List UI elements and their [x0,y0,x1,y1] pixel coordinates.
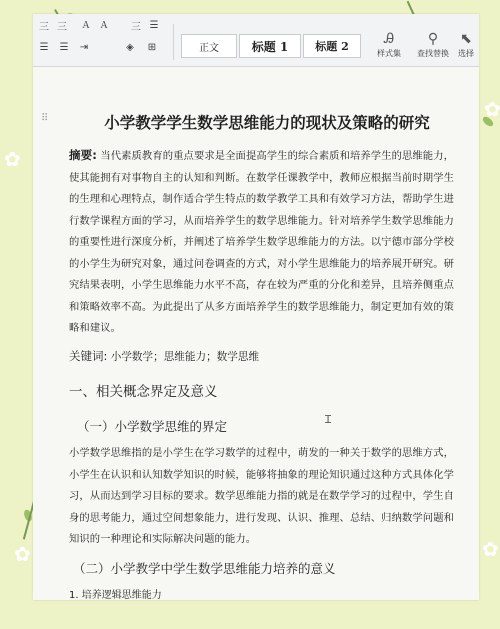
align-left-button[interactable] [37,18,51,32]
char-shading-icon: A [100,19,108,31]
document-title: 小学教学学生数学思维能力的现状及策略的研究 [104,114,430,132]
font-color-icon: A [82,19,90,31]
abstract-label: 摘要: [69,148,97,162]
styles-gallery-button[interactable] [367,30,411,62]
abstract-text: 当代素质教育的重点要求是全面提高学生的综合素质和培养学生的思维能力，使其能拥有对事物自主的认知和判断。在数学任课教学中，教师应根据当前时期学生的生理和心理特点，制作适合学生特点的数学教学工具和有效学习方法，帮助学生进行数学课程方面的学习，从而培养学生的数学思维能力。针对培养学生数学思维能力的重要性进行深度分析，并阐述了培养学生数学思维能力的方法。以宁德市部分学校的小学生为研究对象，通过问卷调查的方式，对小学生思维能力的培养展开研究。研究结果表明，小学生思维能力水平不高，存在较为严重的分化和差异，且培养侧重点和策略效率不高。为此提出了从多方面培养学生的数学思维能力，制定更加有效的策略和建议。 [69,150,455,334]
style-heading-1[interactable] [239,34,301,58]
fill-color-button[interactable] [123,40,137,54]
justify-button[interactable] [37,40,51,54]
paint-bucket-icon: ◈ [126,41,134,53]
find-replace-label: 查找替换 [417,49,449,58]
distribute-button[interactable] [57,40,71,54]
drag-handle-icon[interactable]: ⠿ [41,113,49,124]
select-button[interactable] [451,30,479,62]
document-page[interactable] [33,67,479,600]
style-heading-2-label: 标题 2 [315,40,349,53]
distribute-icon: ☰ [59,41,69,53]
numbering-icon: ☰ [149,19,159,31]
border-button[interactable] [145,40,159,54]
cursor-select-icon: ⬉ [460,31,472,47]
line-spacing-icon: 三 [131,21,141,33]
styles-icon: Ꭿ [383,31,395,47]
keywords-text: 小学数学；思维能力；数学思维 [110,351,260,363]
style-heading-1-label: 标题 1 [251,39,289,54]
style-normal[interactable] [181,34,237,58]
subsection-paragraph: 小学数学思维指的是小学生在学习数学的过程中，萌发的一种关于数学的思维方式，小学生在认识和认知数学知识的时候，能够将抽象的理论知识通过这种方式具体化学习，从而达到学习目标的要求。数学思维能力指的就是在数学学习的过程中，学生自身的思考能力，通过空间想象能力，进行发现、认识、推理、总结、归纳数学问题和知识的一种理论和实际解决问题的能力。 [69,447,454,545]
select-label: 选择 [458,49,474,58]
keywords-label: 关键词: [69,349,108,363]
find-replace-button[interactable] [411,30,455,62]
subsection-heading: （二）小学教学中学生数学思维能力培养的意义 [73,561,336,576]
search-icon: ⚲ [427,31,439,47]
decorative-flower [482,540,500,558]
char-shading-button[interactable] [97,18,111,32]
text-cursor-icon: Ɪ [325,413,332,426]
subsection-heading: （一）小学数学思维的界定 [77,419,228,434]
ribbon-toolbar [33,14,479,67]
keywords-line [69,348,259,364]
abstract-paragraph [69,145,454,340]
numbering-button[interactable] [147,18,161,32]
style-heading-2[interactable] [303,34,361,58]
align-center-icon: 三 [57,21,67,33]
indent-button[interactable] [77,40,91,54]
justify-icon: ☰ [39,41,49,53]
line-spacing-button[interactable] [129,18,143,32]
indent-icon: ⇥ [79,41,89,53]
border-icon: ⊞ [147,41,157,53]
ribbon-divider [173,24,174,60]
word-processor-window [33,14,479,600]
decorative-flower [14,545,32,563]
section-heading: 一、相关概念界定及意义 [69,384,218,400]
decorative-flower [484,100,500,118]
item-heading: 1. 培养逻辑思维能力 [69,590,162,600]
font-color-button[interactable] [79,18,93,32]
decorative-flower [4,150,22,168]
align-left-icon: 三 [39,21,49,33]
align-center-button[interactable] [55,18,69,32]
style-normal-label: 正文 [199,42,219,54]
styles-gallery-label: 样式集 [377,49,401,58]
